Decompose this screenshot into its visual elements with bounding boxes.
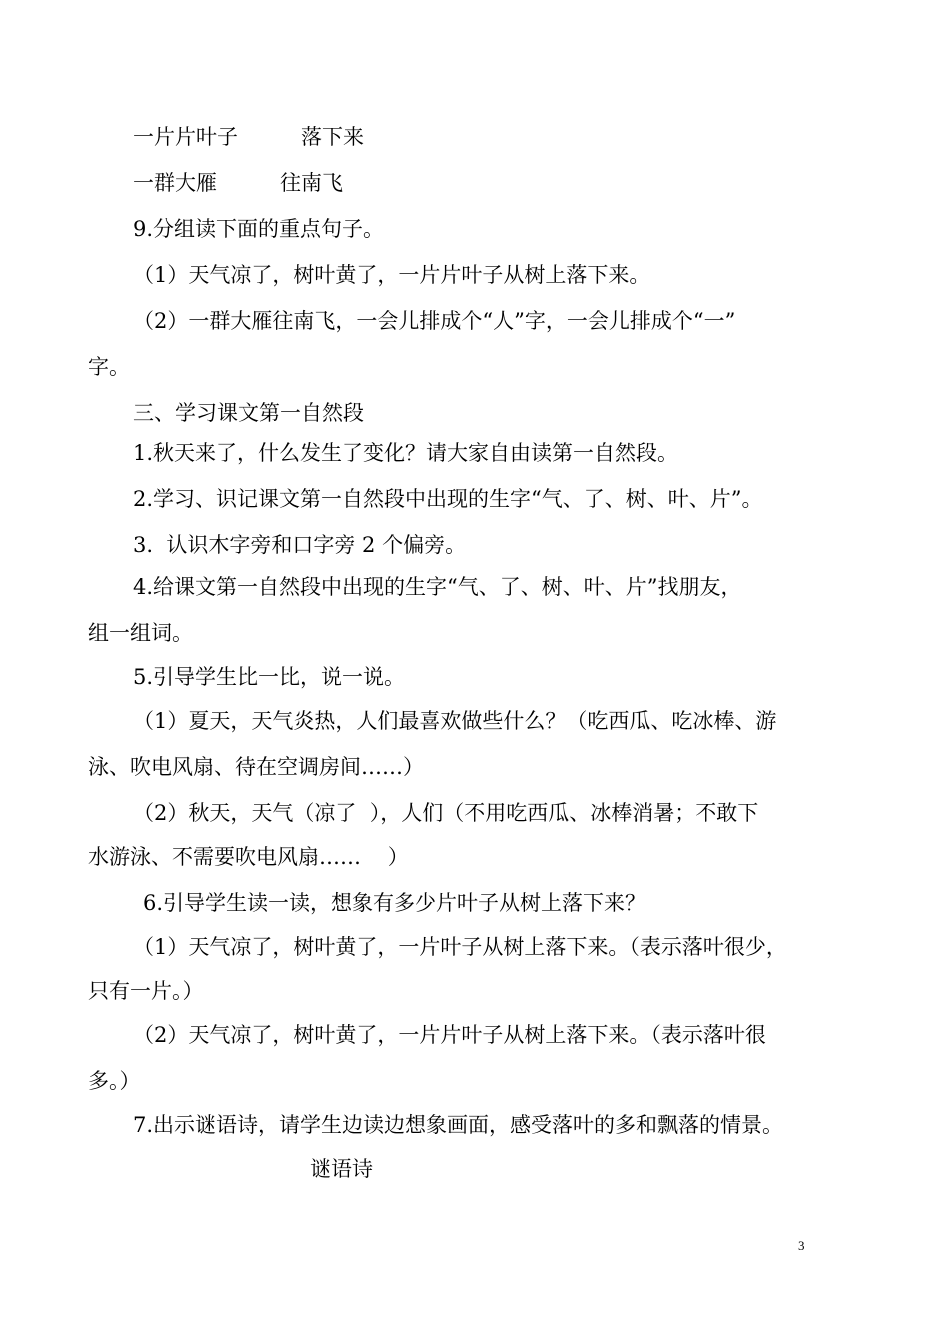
subheading: 谜语诗	[310, 1157, 373, 1181]
text-line: （1）天气凉了，树叶黄了，一片片叶子从树上落下来。	[133, 263, 651, 287]
text-line: 水游泳、不需要吹电风扇…… ）	[88, 845, 409, 869]
text-line: （2）天气凉了，树叶黄了，一片片叶子从树上落下来。（表示落叶很	[133, 1023, 766, 1047]
text-line: 5.引导学生比一比，说一说。	[133, 665, 406, 689]
text-line: 6.引导学生读一读，想象有多少片叶子从树上落下来？	[143, 891, 647, 915]
text-line: （2）一群大雁往南飞，一会儿排成个“人”字，一会儿排成个“一”	[133, 309, 736, 333]
text-line: 2.学习、识记课文第一自然段中出现的生字“气、了、树、叶、片”。	[133, 487, 763, 511]
text-line: （1）夏天，天气炎热，人们最喜欢做些什么？（吃西瓜、吃冰棒、游	[133, 709, 777, 733]
text-line: 多。）	[88, 1069, 141, 1093]
page-number: 3	[798, 1238, 805, 1253]
text-line: 1.秋天来了，什么发生了变化？请大家自由读第一自然段。	[133, 441, 679, 465]
text-line: （1）天气凉了，树叶黄了，一片叶子从树上落下来。（表示落叶很少，	[133, 935, 787, 959]
text-line: 字。	[88, 355, 130, 379]
text-line: 组一组词。	[88, 621, 193, 645]
text-line: 只有一片。）	[88, 979, 204, 1003]
text-line: 9.分组读下面的重点句子。	[133, 217, 385, 241]
section-heading: 三、学习课文第一自然段	[133, 401, 364, 425]
text-line: （2）秋天，天气（凉了 ），人们（不用吃西瓜、冰棒消暑；不敢下	[133, 801, 759, 825]
text-line: 泳、吹电风扇、待在空调房间……）	[88, 755, 424, 779]
text-line: 一群大雁 往南飞	[133, 171, 343, 195]
text-line: 4.给课文第一自然段中出现的生字“气、了、树、叶、片”找朋友，	[133, 575, 742, 599]
text-line: 一片片叶子 落下来	[133, 125, 364, 149]
text-line: 7.出示谜语诗，请学生边读边想象画面，感受落叶的多和飘落的情景。	[133, 1113, 784, 1137]
text-line: 3. 认识木字旁和口字旁 2 个偏旁。	[133, 533, 467, 557]
